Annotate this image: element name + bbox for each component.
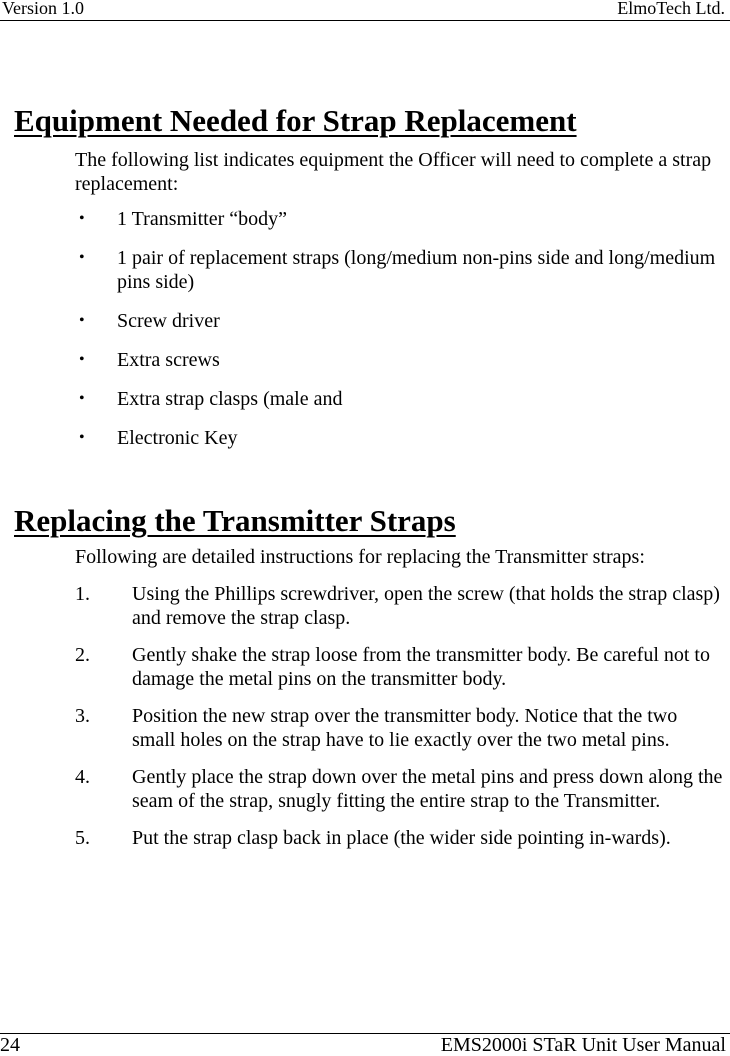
list-item (75, 426, 725, 450)
step-text: Gently place the strap down over the metal pins and press down along the seam of the strap, snugly fitting the entire strap to the Transmitter. (132, 766, 723, 812)
bullet-icon: • (79, 249, 85, 266)
list-item (75, 387, 725, 411)
replacing-straps-heading: Replacing the Transmitter Straps (14, 503, 456, 538)
list-item-text: 1 Transmitter “body” (117, 208, 287, 230)
list-item-text: Screw driver (117, 310, 220, 332)
list-item-text: Electronic Key (117, 427, 238, 449)
replacing-straps-intro: Following are detailed instructions for replacing the Transmitter straps: (75, 546, 645, 568)
bullet-icon: • (79, 351, 85, 368)
step-number: 2. (75, 644, 90, 666)
list-item-text: Extra screws (117, 349, 220, 371)
step-number: 5. (75, 827, 90, 849)
list-item (75, 309, 725, 333)
instruction-steps (75, 582, 725, 863)
bullet-icon: • (79, 390, 85, 407)
step-item (75, 582, 725, 630)
page-header (0, 0, 730, 21)
list-item (75, 348, 725, 372)
step-item (75, 765, 725, 813)
step-number: 1. (75, 583, 90, 605)
page-number: 24 (0, 1034, 20, 1056)
step-item (75, 704, 725, 752)
bullet-icon: • (79, 429, 85, 446)
version-label: Version 1.0 (2, 0, 84, 18)
list-item (75, 246, 725, 294)
manual-title: EMS2000i STaR Unit User Manual (440, 1034, 726, 1056)
list-item-text: 1 pair of replacement straps (long/medium non-pins side and long/medium pins side) (117, 247, 716, 293)
equipment-intro: The following list indicates equipment the Officer will need to complete a strap replacement: (75, 149, 712, 195)
bullet-icon: • (79, 312, 85, 329)
step-text: Put the strap clasp back in place (the wider side pointing in-wards). (132, 827, 671, 849)
list-item-text: Extra strap clasps (male and (117, 388, 343, 410)
step-number: 3. (75, 705, 90, 727)
step-text: Position the new strap over the transmitter body. Notice that the two small holes on the strap have to lie exactly over the two metal pins. (132, 705, 678, 751)
page-footer (0, 1033, 730, 1056)
step-item (75, 826, 725, 850)
list-item (75, 207, 725, 231)
step-text: Using the Phillips screwdriver, open the screw (that holds the strap clasp) and remove the strap clasp. (132, 583, 720, 629)
equipment-heading: Equipment Needed for Strap Replacement (14, 103, 577, 138)
company-name: ElmoTech Ltd. (617, 0, 725, 18)
step-text: Gently shake the strap loose from the transmitter body. Be careful not to damage the metal pins on the transmitter body. (132, 644, 710, 690)
step-item (75, 643, 725, 691)
bullet-icon: • (79, 210, 85, 227)
step-number: 4. (75, 766, 90, 788)
equipment-list (75, 207, 725, 465)
